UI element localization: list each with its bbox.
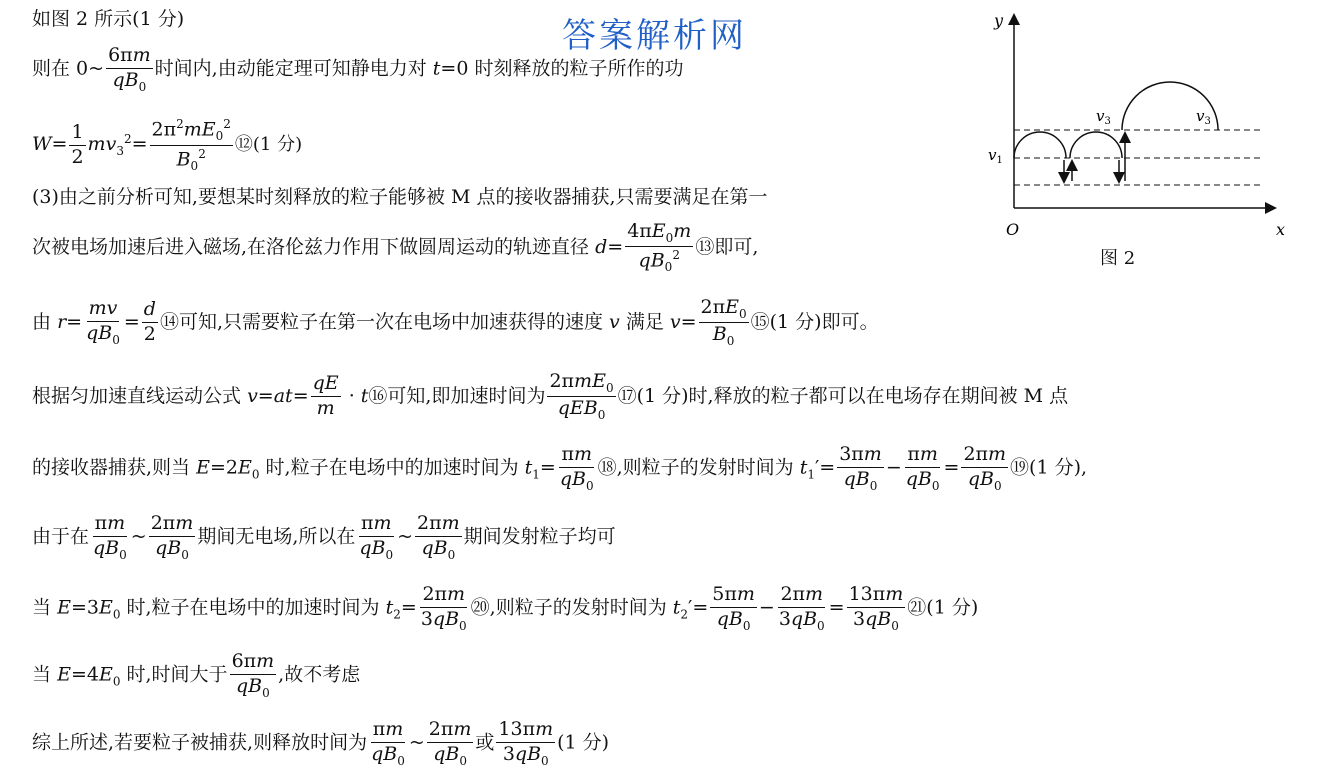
line7-a: 根据匀加速直线运动公式 [32,384,242,407]
line11-b: 时,时间大于 [126,663,228,686]
line9-b: 期间无电场,所以在 [197,525,356,548]
line12-b: 或 [475,731,495,754]
line1-text: 如图 2 所示(1 分) [32,8,185,30]
fraction-6pim-qb0-b: $\frac{6\pi m}{qB_0}$ [231,650,275,700]
line6-b: ⑭可知,只需要粒子在第一次在电场中加速获得的速度 [159,310,603,333]
v3-label-right: $v_3$ [1196,107,1211,127]
line5-a: 次被电场加速后进入磁场,在洛伦兹力作用下做圆周运动的轨迹直径 [32,236,590,259]
watermark-logo: 答案解析网 [562,16,747,56]
fraction-pim-qb0-b: $\frac{\pi m}{qB_0}$ [905,443,940,493]
fraction-velocity: $\frac{2\pi E_0}{B_0}$ [700,296,747,349]
fraction-5pim-qb0: $\frac{5\pi m}{qB_0}$ [712,583,755,633]
line10-b: 时,粒子在电场中的加速时间为 [126,596,380,619]
trajectory-arc-2 [1070,132,1122,158]
line8-b: 时,粒子在电场中的加速时间为 [265,456,519,479]
line11-c: ,故不考虑 [278,663,361,686]
line7-b: ⑯可知,即加速时间为 [368,384,546,407]
fraction-2pim-qb0-a: $\frac{2\pi m}{qB_0}$ [963,443,1007,493]
fraction-13pim-3qb0-a: $\frac{13\pi m}{3qB_0}$ [848,583,904,633]
fraction-pim-qb0-d: $\frac{\pi m}{qB_0}$ [359,512,394,562]
line6-d: ⑮(1 分)即可。 [750,310,879,333]
fraction-qe-m: $\frac{qE}{m}$ [312,372,339,420]
line10-a: 当 [32,596,52,619]
fraction-accel-time: $\frac{2\pi mE_0}{qEB_0}$ [549,370,614,423]
line8-d: ⑲(1 分), [1010,456,1088,479]
line6-a: 由 [32,310,52,333]
fraction-2pim-qb0-b: $\frac{2\pi m}{qB_0}$ [150,512,194,562]
fraction-2pim-3qb0-a: $\frac{2\pi m}{3qB_0}$ [420,583,467,633]
text-line-6: 由 r= $\frac{mv}{qB_0}$ = $\frac{d}{2}$ ⑭可知,只需要粒子在第一次在电场中加速获得的速度 v 满足 v= $\frac{2\pi E_0}{B_0}$ ⑮(1 分)即可。 [32,296,879,349]
text-line-9: 由于在 $\frac{\pi m}{qB_0}$ ~ $\frac{2\pi m}{qB_0}$ 期间无电场,所以在 $\frac{\pi m}{qB_0}$ ~ $\frac{2\pi m}{qB_0}$ 期间发射粒子均可 [32,512,616,562]
fraction-2pim-3qb0-b: $\frac{2\pi m}{3qB_0}$ [778,583,825,633]
fraction-2pim-qb0-c: $\frac{2\pi m}{qB_0}$ [417,512,460,562]
line4-text: (3)由之前分析可知,要想某时刻释放的粒子能够被 M 点的接收器捕获,只需要满足在第一 [32,186,768,208]
v1-label: $v_1$ [988,146,1003,166]
line6-c: 满足 [625,310,664,333]
text-line-1 [32,10,184,29]
text-line-4 [32,188,768,207]
line7-c: ⑰(1 分)时,释放的粒子都可以在电场存在期间被 M 点 [617,384,1069,407]
x-axis-label: x [1276,220,1286,239]
line3-score: ⑫(1 分) [234,134,303,156]
fraction-work: $\frac{2\pi^2mE_0^2}{B_0^2}$ [151,117,231,173]
origin-label: O [1006,220,1020,239]
fraction-pim-qb0-c: $\frac{\pi m}{qB_0}$ [93,512,127,562]
text-line-10: 当 $E=3E_0$ 时,粒子在电场中的加速时间为 $t_2=$ $\frac{2\pi m}{3qB_0}$ ⑳,则粒子的发射时间为 $t_2'=$ $\frac{5\pi m}{qB_0}$ − $\frac{2\pi m}{3qB_0}$ = $\frac{13\pi m}{3qB_0}$ ㉑(1 分) [32,583,979,633]
y-axis-label: y [994,11,1004,30]
line9-c: 期间发射粒子均可 [463,525,616,548]
text-line-2: 则在 0~ $\frac{6\pi m}{qB_0}$ 时间内,由动能定理可知静电力对 t=0 时刻释放的粒子所作的功 [32,44,684,94]
text-line-5: 次被电场加速后进入磁场,在洛伦兹力作用下做圆周运动的轨迹直径 d= $\frac{4\pi E_0m}{qB_0^2}$ ⑬即可, [32,220,759,275]
fraction-pim-qb0-a: $\frac{\pi m}{qB_0}$ [559,443,594,493]
line2-a: 则在 0~ [32,57,105,80]
fraction-13pim-3qb0-b: $\frac{13\pi m}{3qB_0}$ [498,718,554,768]
fraction-half: $\frac{1}{2}$ [71,120,84,168]
line12-a: 综上所述,若要粒子被捕获,则释放时间为 [32,731,368,754]
fraction-mv-qb0: $\frac{mv}{qB_0}$ [86,297,120,347]
fraction-2pim-qb0-d: $\frac{2\pi m}{qB_0}$ [428,718,472,768]
line8-c: ⑱,则粒子的发射时间为 [597,456,794,479]
line2-c: =0 时刻释放的粒子所作的功 [440,57,684,80]
line9-a: 由于在 [32,525,90,548]
trajectory-arc-1 [1014,132,1066,158]
text-line-3: W= $\frac{1}{2}$ $mv_3^2=$ $\frac{2\pi^2mE_0^2}{B_0^2}$ ⑫(1 分) [32,117,303,173]
line12-c: (1 分) [557,731,610,754]
text-line-11: 当 $E=4E_0$ 时,时间大于 $\frac{6\pi m}{qB_0}$ ,故不考虑 [32,650,361,700]
fraction-3pim-qb0: $\frac{3\pi m}{qB_0}$ [839,443,882,493]
fraction-pim-qb0-e: $\frac{\pi m}{qB_0}$ [371,718,405,768]
text-line-7: 根据匀加速直线运动公式 v=at= $\frac{qE}{m}$ · t⑯可知,即加速时间为 $\frac{2\pi mE_0}{qEB_0}$ ⑰(1 分)时,释放的粒子都可以在电场存在期间被 M 点 [32,370,1069,423]
line2-b: 时间内,由动能定理可知静电力对 [154,57,427,80]
line10-d: ㉑(1 分) [907,596,979,619]
fraction-d-half: $\frac{d}{2}$ [143,298,156,346]
text-line-8: 的接收器捕获,则当 $E=2E_0$ 时,粒子在电场中的加速时间为 $t_1=$ $\frac{\pi m}{qB_0}$ ⑱,则粒子的发射时间为 $t_1'=$ $\frac{3\pi m}{qB_0}$ − $\frac{\pi m}{qB_0}$ = $\frac{2\pi m}{qB_0}$ ⑲(1 分), [32,443,1088,493]
line8-a: 的接收器捕获,则当 [32,456,191,479]
v3-label-left: $v_3$ [1096,107,1111,127]
fraction-6pim-qb0: $\frac{6\pi m}{qB_0}$ [108,44,151,94]
trajectory-figure [982,8,1292,244]
line10-c: ⑳,则粒子的发射时间为 [470,596,667,619]
fraction-diameter: $\frac{4\pi E_0m}{qB_0^2}$ [627,220,692,275]
line5-b: ⑬即可, [695,236,759,259]
figure-caption: 图 2 [1100,248,1136,269]
text-line-12: 综上所述,若要粒子被捕获,则释放时间为 $\frac{\pi m}{qB_0}$ ~ $\frac{2\pi m}{qB_0}$ 或 $\frac{13\pi m}{3qB_0}$ (1 分) [32,718,610,768]
line11-a: 当 [32,663,52,686]
